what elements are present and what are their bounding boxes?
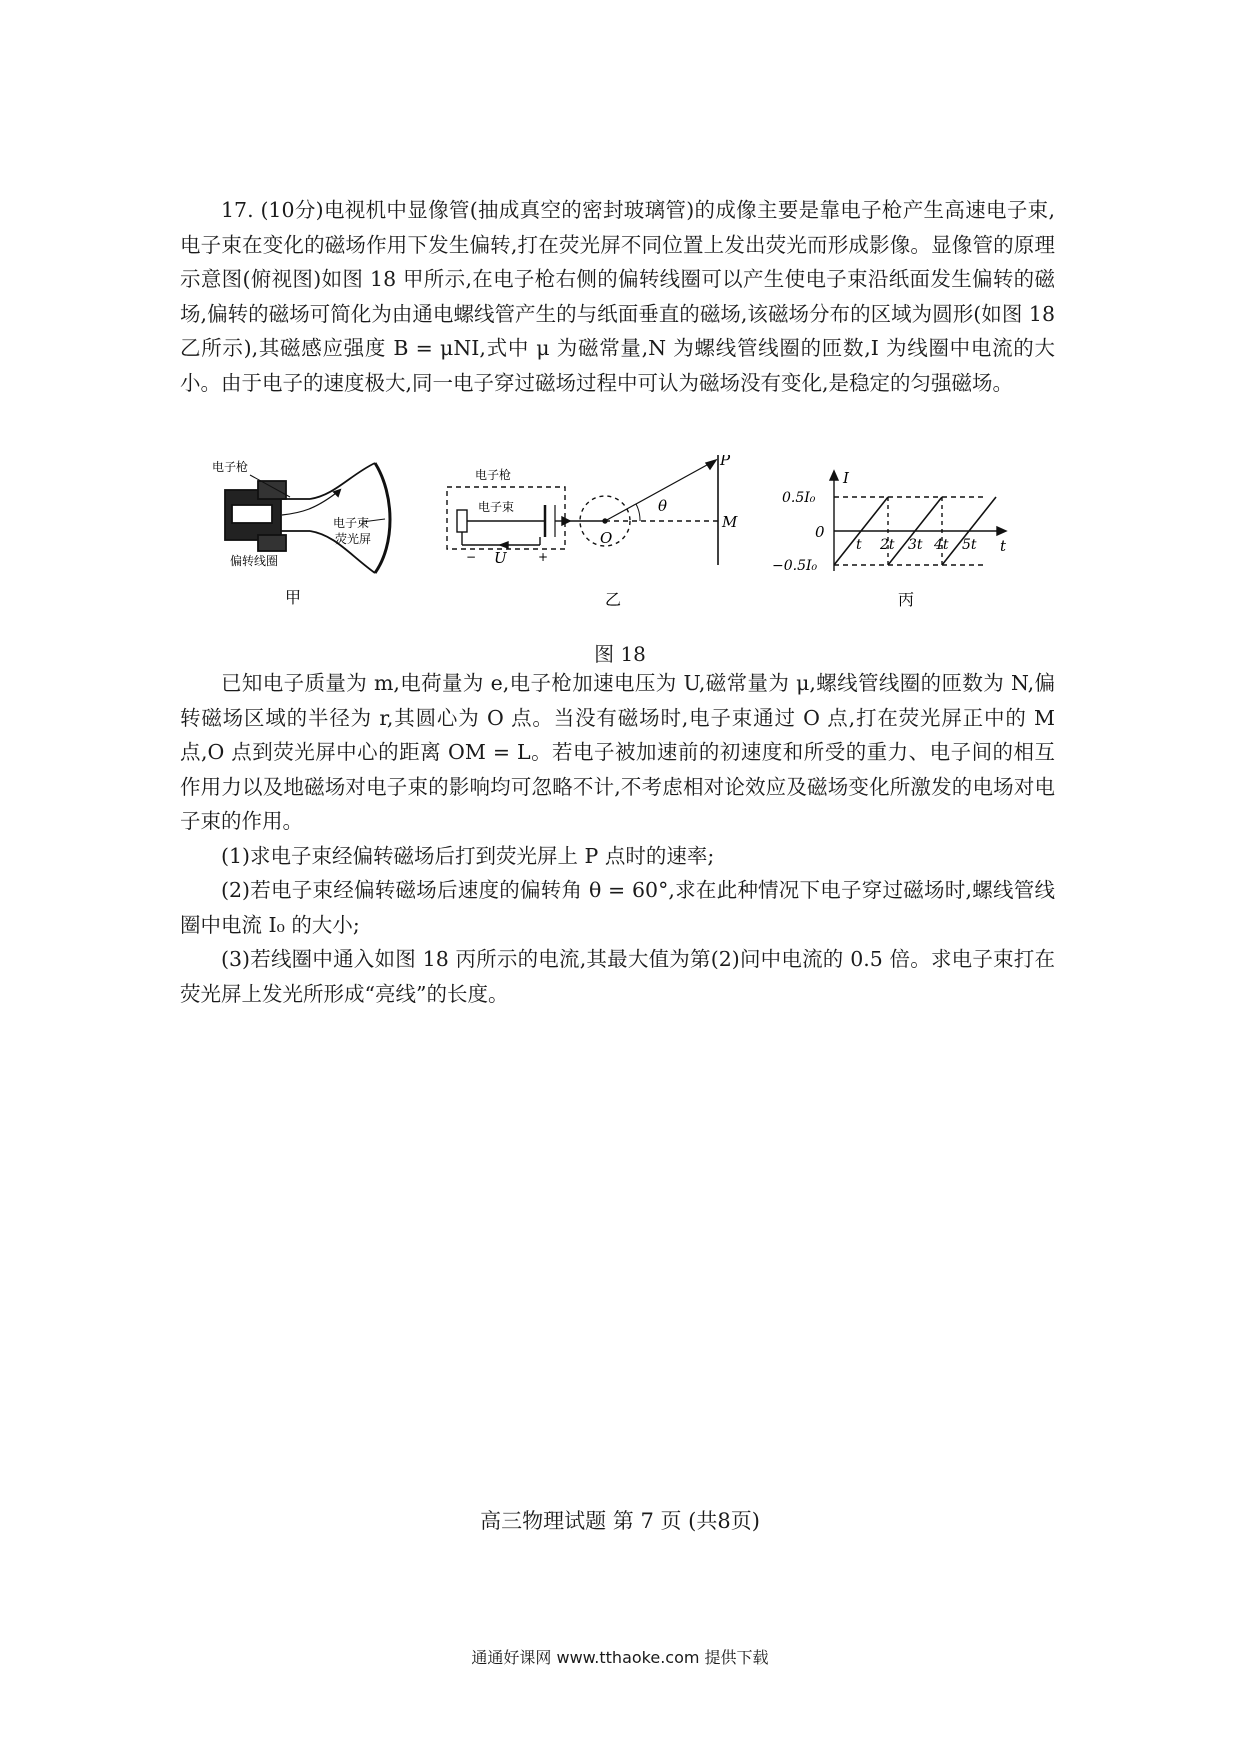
label-o: O [600,529,613,547]
label-coil-jia: 偏转线圈 [230,554,279,568]
coil-shape-top [258,481,286,499]
question-3: (3)若线圈中通入如图 18 丙所示的电流,其最大值为第(2)问中电流的 0.5 倍。求电子束打在荧光屏上发光所形成“亮线”的长度。 [180,947,1055,1006]
question-1: (1)求电子束经偏转磁场后打到荧光屏上 P 点时的速率; [221,843,715,868]
caption-yi: 乙 [605,590,622,609]
tick-2t: 2t [880,537,895,553]
label-m: M [722,513,738,531]
screen-shape [375,463,390,573]
label-gun-yi: 电子枪 [475,468,512,482]
label-beam-jia: 电子束 [333,516,370,530]
known-conditions: 已知电子质量为 m,电荷量为 e,电子枪加速电压为 U,磁常量为 μ,螺线管线圈的匝数为 N,偏转磁场区域的半径为 r,其圆心为 O 点。当没有磁场时,电子束通过 O 点,打在荧光屏正中的 M 点,O 点到荧光屏中心的距离 OM = L。若电子被加速前的初速度和所受的重力、电子间的相互作用力以及地磁场对电子束的影响均可忽略不计,不考虑相对论效应及磁场变化所激发的电场对电子束的作用。 [180,671,1055,833]
label-max: 0.5I₀ [782,490,816,506]
tick-3t: 3t [908,537,923,553]
problem-body [180,666,1055,1011]
label-plus: + [538,550,549,564]
figure-caption: 图 18 [594,642,646,666]
caption-bing: 丙 [898,590,915,609]
caption-jia: 甲 [285,588,302,607]
label-beam-yi: 电子束 [478,500,515,514]
label-min: −0.5I₀ [772,558,818,574]
label-minus: − [466,550,477,564]
download-credit: 通通好课网 www.tthaoke.com 提供下载 [471,1648,769,1667]
figure-18-svg [0,455,1240,625]
problem-intro-text: 17. (10分)电视机中显像管(抽成真空的密封玻璃管)的成像主要是靠电子枪产生高速电子束,电子束在变化的磁场作用下发生偏转,打在荧光屏不同位置上发出荧光而形成影像。显像管的原理示意图(俯视图)如图 18 甲所示,在电子枪右侧的偏转线圈可以产生使电子束沿纸面发生偏转的磁场,偏转的磁场可简化为由通电螺线管产生的与纸面垂直的磁场,该磁场分布的区域为圆形(如图 18 乙所示),其磁感应强度 B = μNI,式中 μ 为磁常量,N 为螺线管线圈的匝数,I 为线圈中电流的大小。由于电子的速度极大,同一电子穿过磁场过程中可认为磁场没有变化,是稳定的匀强磁场。 [180,198,1055,395]
label-screen-jia: 荧光屏 [335,532,372,546]
problem-intro [180,193,1055,400]
label-u: U [494,549,507,567]
coil-shape-bottom [258,535,286,551]
label-p: P [720,455,731,469]
figure-18 [0,455,1240,625]
tick-4t: 4t [934,537,949,553]
question-2: (2)若电子束经偏转磁场后速度的偏转角 θ = 60°,求在此种情况下电子穿过磁场时,螺线管线圈中电流 I₀ 的大小; [180,878,1055,937]
page-footer: 高三物理试题 第 7 页 (共8页) [480,1509,760,1533]
label-i-axis: I [843,469,849,487]
label-theta: θ [658,497,668,515]
tick-t: t [856,537,862,553]
tick-5t: 5t [962,537,977,553]
tube-outline-top [310,463,375,499]
label-origin: 0 [815,523,825,541]
fig-bing [830,471,1006,571]
label-gun-jia: 电子枪 [212,460,249,474]
beam-line [282,490,340,515]
label-t-axis: t [1000,537,1007,555]
